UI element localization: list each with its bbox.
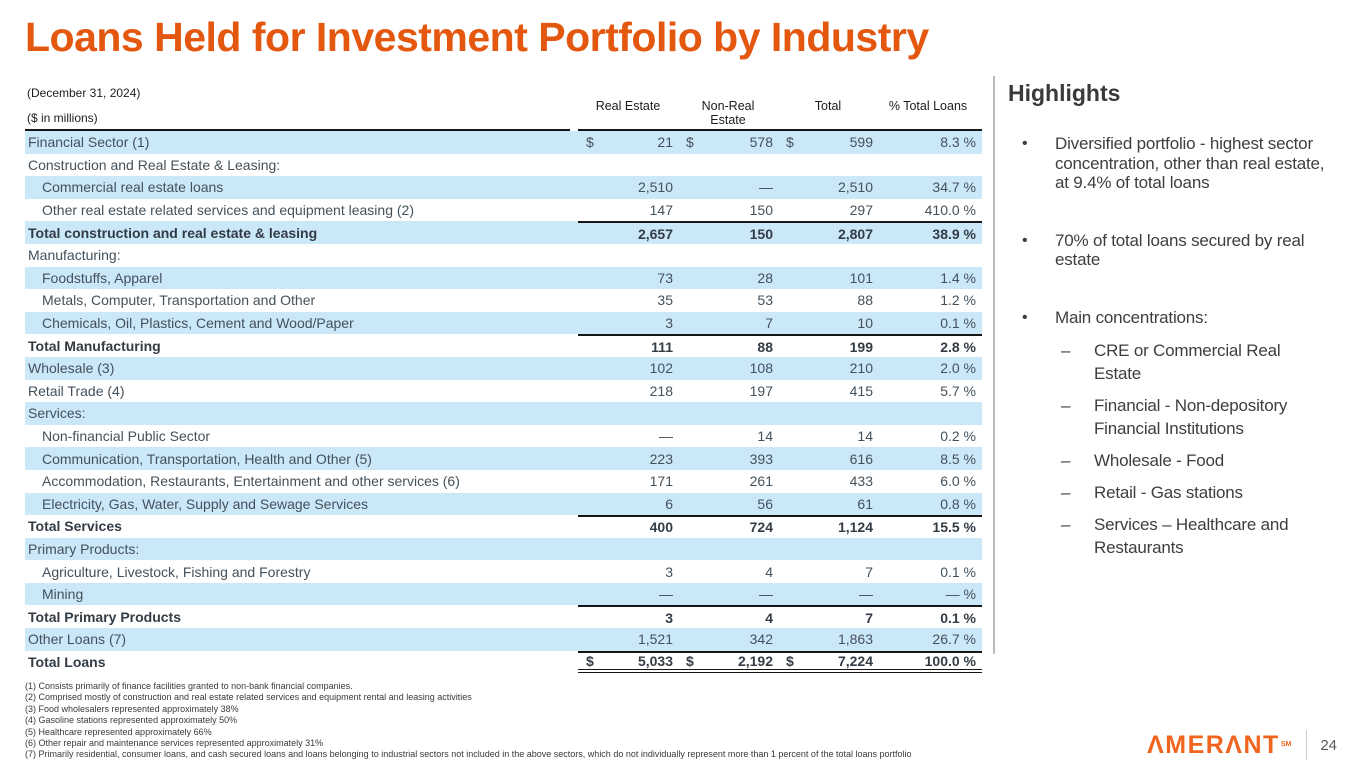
highlight-subitem: – CRE or Commercial Real Estate [1061,341,1281,383]
highlight-subitem: – Retail - Gas stations [1061,483,1243,502]
cell: — % [945,586,976,603]
cell: 297 [849,202,873,219]
row-label: Mining [42,586,84,603]
cell: 7 [865,609,873,626]
table-row [25,538,982,561]
cell: — [659,586,673,603]
cell: 102 [649,360,673,377]
footnote: (3) Food wholesalers represented approximately 38% [25,703,239,714]
cell: 0.8 % [940,495,976,512]
cell: 3 [665,563,673,580]
vertical-divider [993,76,995,654]
row-values [578,380,982,403]
highlights-title: Highlights [1008,80,1121,106]
footnote: (2) Comprised mostly of construction and real estate related services and equipment rental and leasing activities [25,692,472,703]
cell: 6.0 % [940,473,976,490]
cell: 56 [757,495,773,512]
cell: 111 [651,338,673,355]
table-row [25,244,982,267]
cell: 15.5 % [932,519,976,536]
cell: 6 [665,495,673,512]
cell: 210 [849,360,873,377]
cell: 0.1 % [940,315,976,332]
cell: 35 [657,292,673,309]
footnote: (5) Healthcare represented approximately 66% [25,726,212,737]
table-row [25,605,982,628]
bullet-icon: • [1022,308,1028,326]
row-values [578,199,982,222]
cell: $ 578 [686,134,773,151]
highlight-sublist [1008,339,1358,559]
highlight-subitem: – Financial - Non-depository Financial Institutions [1061,396,1288,438]
row-values [578,493,982,516]
row-label: Construction and Real Estate & Leasing: [28,156,281,173]
table-row [25,628,982,651]
table-row [25,221,982,244]
slide-footer [1147,730,1337,760]
currency-symbol: $ [786,652,794,669]
row-label: Services: [28,405,86,422]
cell: 2,807 [837,225,873,242]
row-label: Wholesale (3) [28,360,115,377]
footnote: (7) Primarily residential, consumer loans, and cash secured loans and loans belonging to industrial sectors not included in the above sectors, which do not individually represent more than 1 percent of the total loans portfolio [25,749,912,760]
highlight-bullet: • 70% of total loans secured by real estate [1022,230,1305,269]
cell: 150 [749,202,773,219]
row-label: Foodstuffs, Apparel [42,269,163,286]
cell: 1.2 % [940,292,976,309]
table-row [25,447,982,470]
table-row [25,380,982,403]
cell: 1,521 [637,631,673,648]
table-body [25,131,982,673]
row-values [578,131,982,154]
cell: 199 [849,338,873,355]
cell: 197 [749,382,773,399]
table-row [25,583,982,606]
table-row [25,651,982,674]
row-label: Communication, Transportation, Health and Other (5) [42,450,372,467]
dash-icon: – [1061,515,1071,534]
cell: 261 [749,473,773,490]
row-values [578,583,982,606]
row-label: Other Loans (7) [28,631,127,648]
row-values [578,447,982,470]
row-values [578,176,982,199]
row-values [578,560,982,583]
cell: 7 [865,563,873,580]
table-row [25,515,982,538]
cell: $ 599 [786,134,873,151]
table-units-label: ($ in millions) [27,111,98,125]
cell: 53 [757,292,773,309]
cell: 108 [749,360,773,377]
row-values [578,538,982,561]
footnote: (6) Other repair and maintenance services represented approximately 31% [25,738,324,749]
cell: 8.5 % [940,450,976,467]
row-label: Retail Trade (4) [28,382,125,399]
row-values [578,470,982,493]
cell: 8.3 % [940,134,976,151]
cell: 400 [649,519,673,536]
row-label: Financial Sector (1) [28,134,150,151]
table-header [25,82,982,129]
bullet-icon: • [1022,231,1028,249]
table-row [25,154,982,177]
cell: 4 [765,609,773,626]
table-row [25,267,982,290]
cell: 88 [857,292,873,309]
cell: 14 [857,428,873,445]
highlights-panel [1008,80,1358,568]
row-values [578,515,982,538]
dash-icon: – [1061,483,1071,502]
cell: 1,863 [837,631,873,648]
cell: 218 [649,382,673,399]
row-values [578,221,982,244]
cell: 0.1 % [940,609,976,626]
currency-symbol: $ [586,652,594,669]
table-row [25,312,982,335]
highlights-list [1008,134,1358,559]
cell: 171 [649,473,673,490]
dash-icon: – [1061,341,1071,360]
column-header: Non-Real Estate [701,99,755,127]
cell: 2.0 % [940,360,976,377]
table-row [25,131,982,154]
bullet-icon: • [1022,135,1028,152]
cell: $ 2,192 [686,652,773,669]
cell: $ 7,224 [786,652,873,669]
cell: 147 [649,202,673,219]
cell: $ 21 [586,134,673,151]
cell: 34.7 % [932,179,976,196]
row-values [578,651,982,674]
row-values [578,334,982,357]
table-row [25,560,982,583]
row-values [578,402,982,425]
row-label: Total Services [28,518,122,535]
cell: 3 [665,315,673,332]
footer-divider [1306,730,1307,760]
table-row [25,176,982,199]
cell: 5.7 % [940,382,976,399]
cell: 4 [765,563,773,580]
row-label: Electricity, Gas, Water, Supply and Sewage Services [42,495,369,512]
cell: 2,657 [637,225,673,242]
row-values [578,425,982,448]
column-header: Total [814,99,842,113]
row-values [578,267,982,290]
table-row [25,402,982,425]
row-values [578,357,982,380]
logo-sm-mark: SM [1280,741,1292,749]
row-label: Commercial real estate loans [42,179,224,196]
currency-symbol: $ [786,134,794,151]
cell: 2.8 % [940,338,976,355]
amerant-logo [1147,731,1291,760]
cell: $ 5,033 [586,652,673,669]
cell: 410.0 % [924,202,976,219]
cell: 724 [749,519,773,536]
table-row [25,289,982,312]
cell: 223 [649,450,673,467]
cell: 3 [665,609,673,626]
table-row [25,425,982,448]
highlight-subitem: – Services – Healthcare and Restaurants [1061,515,1289,557]
cell: 0.2 % [940,428,976,445]
row-label: Total Loans [28,653,106,670]
table-row [25,493,982,516]
cell: — [759,179,773,196]
cell: 342 [749,631,773,648]
cell: 0.1 % [940,563,976,580]
row-label: Total construction and real estate & leasing [28,224,318,241]
row-values [578,312,982,335]
cell: 38.9 % [932,225,976,242]
page-number: 24 [1320,736,1337,754]
row-label: Total Primary Products [28,608,182,625]
table-row [25,357,982,380]
cell: 415 [849,382,873,399]
currency-symbol: $ [586,134,594,151]
footnotes [25,681,965,761]
currency-symbol: $ [686,652,694,669]
highlight-subitem: – Wholesale - Food [1061,451,1225,470]
row-label: Non-financial Public Sector [42,428,211,445]
dash-icon: – [1061,396,1071,415]
table-row [25,199,982,222]
cell: 61 [857,495,873,512]
row-label: Metals, Computer, Transportation and Other [42,292,316,309]
cell: 101 [849,269,873,286]
row-values [578,244,982,267]
cell: 150 [749,225,773,242]
column-headers [578,100,982,127]
page-title: Loans Held for Investment Portfolio by Industry [25,14,929,60]
cell: 14 [757,428,773,445]
table-row [25,334,982,357]
cell: 2,510 [837,179,873,196]
logo-text: ΛMERΛNT [1147,730,1280,759]
column-header: Real Estate [595,99,661,113]
row-label: Accommodation, Restaurants, Entertainment and other services (6) [42,473,460,490]
highlight-bullet: • Main concentrations: [1022,307,1208,327]
loans-by-industry-table [25,82,982,673]
cell: — [859,586,873,603]
cell: 26.7 % [932,631,976,648]
cell: — [659,428,673,445]
cell: 100.0 % [924,652,976,669]
cell: 10 [857,315,873,332]
cell: 1.4 % [940,269,976,286]
highlight-bullet: • Diversified portfolio - highest sector concentration, other than real estate, at 9.4% of total loans [1022,134,1325,192]
cell: — [759,586,773,603]
row-values [578,154,982,177]
row-label: Total Manufacturing [28,337,161,354]
cell: 433 [849,473,873,490]
row-label: Agriculture, Livestock, Fishing and Forestry [42,563,311,580]
table-row [25,470,982,493]
dash-icon: – [1061,451,1071,470]
row-label: Chemicals, Oil, Plastics, Cement and Wood/Paper [42,315,354,332]
cell: 28 [757,269,773,286]
row-values [578,289,982,312]
cell: 2,510 [637,179,673,196]
cell: 7 [765,315,773,332]
cell: 88 [757,338,773,355]
row-values [578,605,982,628]
row-label: Other real estate related services and equipment leasing (2) [42,202,414,219]
row-values [578,628,982,651]
footnote: (1) Consists primarily of finance facilities granted to non-bank financial companies. [25,681,353,691]
row-label: Manufacturing: [28,247,121,264]
footnote: (4) Gasoline stations represented approximately 50% [25,715,238,726]
cell: 616 [849,450,873,467]
cell: 73 [657,269,673,286]
cell: 1,124 [837,519,873,536]
cell: 393 [749,450,773,467]
currency-symbol: $ [686,134,694,151]
row-label: Primary Products: [28,540,140,557]
table-date-label: (December 31, 2024) [27,86,141,100]
column-header: % Total Loans [888,99,968,113]
